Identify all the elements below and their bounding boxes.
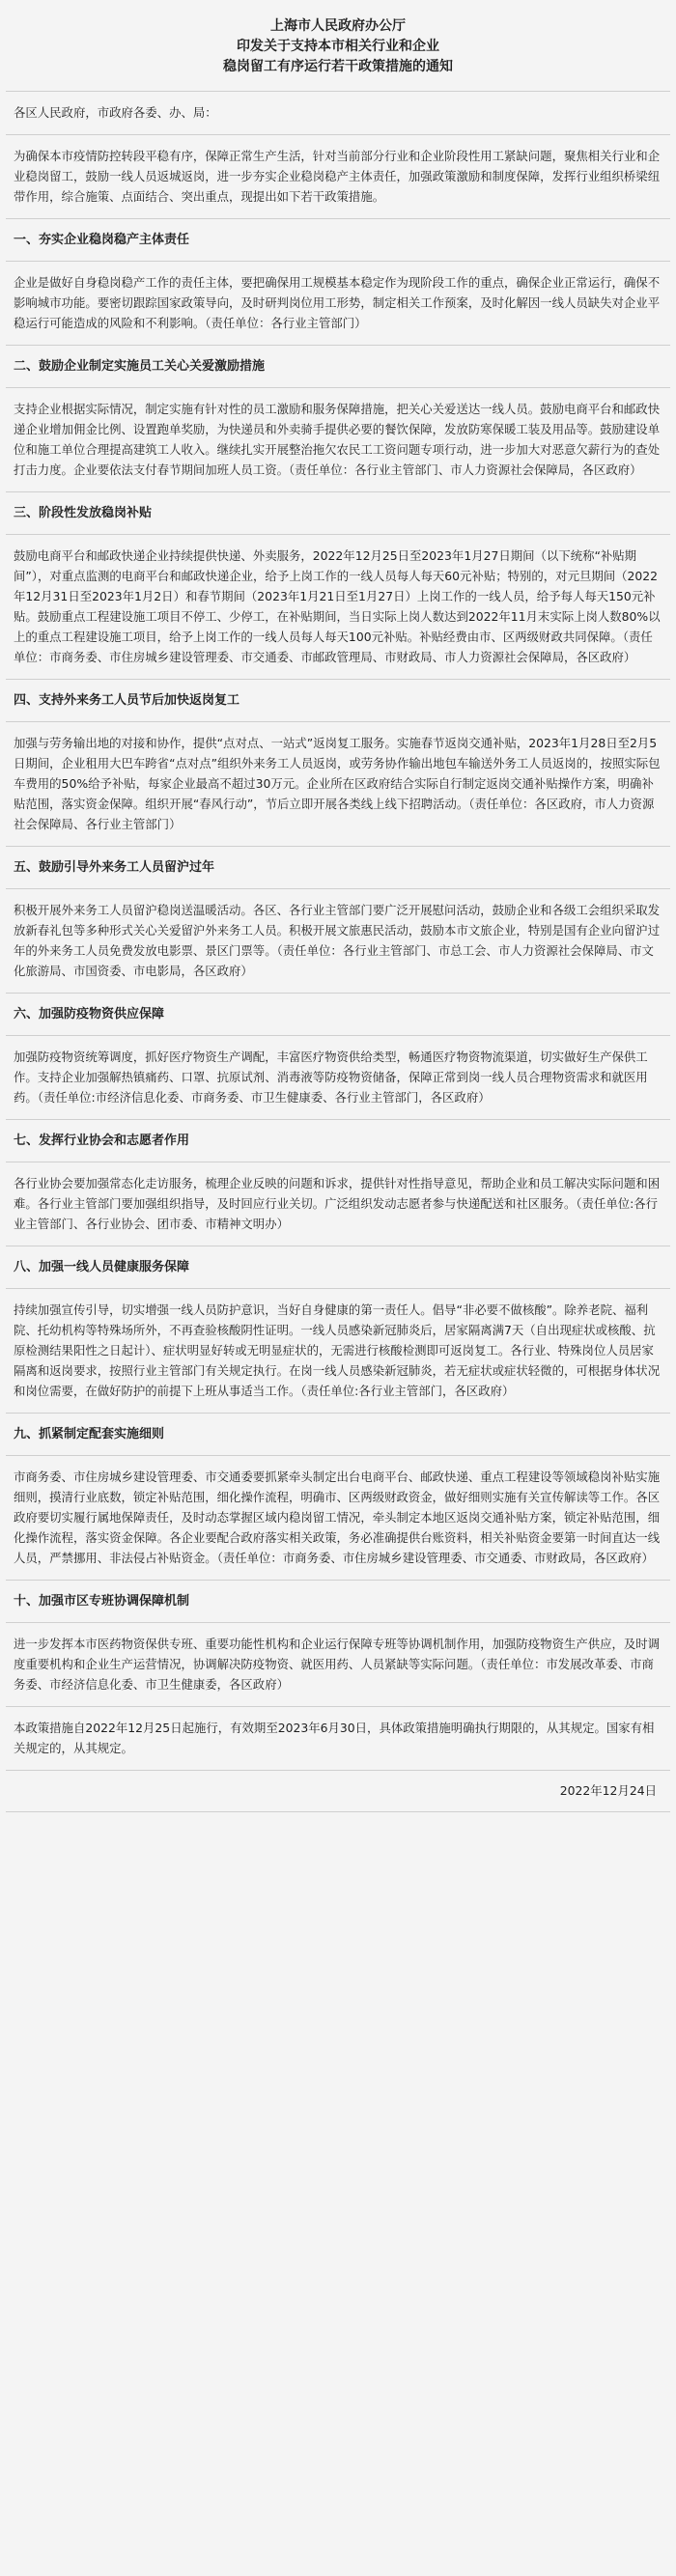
section-heading: 二、鼓励企业制定实施员工关心关爱激励措施 xyxy=(14,359,266,374)
section-heading: 一、夯实企业稳岗稳产主体责任 xyxy=(14,233,190,247)
intro-text: 为确保本市疫情防控转段平稳有序，保障正常生产生活，针对当前部分行业和企业阶段性用工紧缺问题，聚焦相关行业和企业稳岗留工，鼓励一线人员返城返岗，进一步夯实企业稳岗稳产主体责任，加强政策激励和制度保障，发挥行业组织桥梁纽带作用，综合施策、点面结合、突出重点，现提出如下若干政策措施。 xyxy=(14,149,661,204)
issue-date: 2022年12月24日 xyxy=(559,1783,657,1798)
section-10 xyxy=(6,1580,670,1706)
section-2 xyxy=(6,345,670,491)
recipients-text: 各区人民政府，市政府各委、办、局： xyxy=(14,105,217,120)
section-3 xyxy=(6,491,670,679)
closing-text: 本政策措施自2022年12月25日起施行，有效期至2023年6月30日，具体政策措施明确执行期限的，从其规定。国家有相关规定的，从其规定。 xyxy=(14,1721,655,1755)
section-body: 积极开展外来务工人员留沪稳岗送温暖活动。各区、各行业主管部门要广泛开展慰问活动，鼓励企业和各级工会组织采取发放新春礼包等多种形式关心关爱留沪外来务工人员。积极开展文旅惠民活动，鼓励本市文旅企业，特别是国有企业向留沪过年的外来务工人员免费发放电影票、景区门票等。（责任单位：各行业主管部门、市总工会、市人力资源社会保障局、市文化旅游局、市国资委、市电影局，各区政府） xyxy=(14,903,661,978)
issue-date-row xyxy=(6,1770,670,1812)
section-body: 进一步发挥本市医药物资保供专班、重要功能性机构和企业运行保障专班等协调机制作用，加强防疫物资生产供应，及时调度重要机构和企业生产运营情况，协调解决防疫物资、就医用药、人员紧缺等实际问题。（责任单位：市发展改革委、市商务委、市经济信息化委、市卫生健康委，各区政府） xyxy=(14,1637,661,1692)
section-body: 各行业协会要加强常态化走访服务，梳理企业反映的问题和诉求，提供针对性指导意见，帮助企业和员工解决实际问题和困难。各行业主管部门要加强组织指导，及时回应行业关切。广泛组织发动志愿者参与快递配送和社区服务。（责任单位:各行业主管部门、各行业协会、团市委、市精神文明办） xyxy=(14,1176,661,1231)
section-body: 持续加强宣传引导，切实增强一线人员防护意识，当好自身健康的第一责任人。倡导“非必要不做核酸”。除养老院、福利院、托幼机构等特殊场所外，不再查验核酸阴性证明。一线人员感染新冠肺炎后，居家隔离满7天（自出现症状或核酸、抗原检测结果阳性之日起计）、症状明显好转或无明显症状的，无需进行核酸检测即可返岗复工。各行业、特殊岗位人员居家隔离和返岗要求，按照行业主管部门有关规定执行。在岗一线人员感染新冠肺炎，若无症状或症状轻微的，可根据身体状况和岗位需要，在做好防护的前提下上班从事适当工作。（责任单位:各行业主管部门，各区政府） xyxy=(14,1302,661,1398)
section-6 xyxy=(6,993,670,1119)
section-body: 加强防疫物资统筹调度，抓好医疗物资生产调配，丰富医疗物资供给类型，畅通医疗物资物流渠道，切实做好生产保供工作。支持企业加强解热镇痛药、口罩、抗原试剂、消毒液等防疫物资储备，保障正常到岗一线人员合理物资需求和就医用药。（责任单位:市经济信息化委、市商务委、市卫生健康委、各行业主管部门，各区政府） xyxy=(14,1050,648,1105)
intro-row xyxy=(6,134,670,218)
document-title-line-2: 稳岗留工有序运行若干政策措施的通知 xyxy=(223,59,453,74)
section-heading: 三、阶段性发放稳岗补贴 xyxy=(14,506,153,520)
recipients-row xyxy=(6,91,670,134)
document-header xyxy=(6,0,670,91)
section-heading: 四、支持外来务工人员节后加快返岗复工 xyxy=(14,693,240,708)
section-1 xyxy=(6,218,670,345)
section-9 xyxy=(6,1413,670,1580)
section-heading: 五、鼓励引导外来务工人员留沪过年 xyxy=(14,860,215,875)
section-7 xyxy=(6,1119,670,1246)
closing-row xyxy=(6,1706,670,1770)
section-body: 鼓励电商平台和邮政快递企业持续提供快递、外卖服务，2022年12月25日至2023年1月27日期间（以下统称“补贴期间”），对重点监测的电商平台和邮政快递企业，给予上岗工作的一线人员每人每天60元补贴；特别的，对元旦期间（2022年12月31日至2023年1月2日）和春节期间（2023年1月21日至1月27日）上岗工作的一线人员，给予每人每天150元补贴。鼓励重点工程建设施工项目不停工、少停工，在补贴期间，当日实际上岗人数达到2022年11月末实际上岗人数80%以上的重点工程建设施工项目，给予上岗工作的一线人员每人每天100元补贴。补贴经费由市、区两级财政共同保障。（责任单位：市商务委、市住房城乡建设管理委、市交通委、市邮政管理局、市财政局、市人力资源社会保障局，各区政府） xyxy=(14,548,661,664)
section-body: 企业是做好自身稳岗稳产工作的责任主体，要把确保用工规模基本稳定作为现阶段工作的重点，确保企业正常运行，确保不影响城市功能。要密切跟踪国家政策导向，及时研判岗位用工形势，制定相关工作预案，及时化解因一线人员缺失对企业平稳运行可能造成的风险和不利影响。（责任单位：各行业主管部门） xyxy=(14,275,661,330)
section-heading: 十、加强市区专班协调保障机制 xyxy=(14,1594,190,1609)
section-heading: 九、抓紧制定配套实施细则 xyxy=(14,1427,165,1442)
section-heading: 八、加强一线人员健康服务保障 xyxy=(14,1260,190,1274)
document-title-line-1: 印发关于支持本市相关行业和企业 xyxy=(237,39,439,54)
section-8 xyxy=(6,1246,670,1413)
section-4 xyxy=(6,679,670,846)
section-5 xyxy=(6,846,670,993)
section-body: 支持企业根据实际情况，制定实施有针对性的员工激励和服务保障措施，把关心关爱送达一线人员。鼓励电商平台和邮政快递企业增加佣金比例、设置跑单奖励，为快递员和外卖骑手提供必要的餐饮保障，发放防寒保暖工装及用品等。鼓励建设单位和施工单位合理提高建筑工人收入。继续扎实开展整治拖欠农民工工资问题专项行动，进一步加大对恶意欠薪行为的查处打击力度。企业要依法支付春节期间加班人员工资。（责任单位：各行业主管部门、市人力资源社会保障局，各区政府） xyxy=(14,402,661,477)
section-heading: 七、发挥行业协会和志愿者作用 xyxy=(14,1134,190,1148)
issuer-name: 上海市人民政府办公厅 xyxy=(270,18,406,34)
section-body: 市商务委、市住房城乡建设管理委、市交通委要抓紧牵头制定出台电商平台、邮政快递、重点工程建设等领域稳岗补贴实施细则，摸清行业底数，锁定补贴范围，细化操作流程，明确市、区两级财政资金，做好细则实施有关宣传解读等工作。各区政府要切实履行属地保障责任，及时动态掌握区域内稳岗留工情况，牵头制定本地区返岗交通补贴方案，锁定补贴范围，细化操作流程，落实资金保障。各企业要配合政府落实相关政策，务必准确提供台账资料，相关补贴资金要第一时间直达一线人员，严禁挪用、非法侵占补贴资金。（责任单位：市商务委、市住房城乡建设管理委、市交通委、市财政局，各区政府） xyxy=(14,1470,661,1565)
section-body: 加强与劳务输出地的对接和协作，提供“点对点、一站式”返岗复工服务。实施春节返岗交通补贴，2023年1月28日至2月5日期间，企业租用大巴车跨省“点对点”组织外来务工人员返岗，或劳务协作输出地包车输送外务工人员返岗的，按照实际包车费用的50%给予补贴，每家企业最高不超过30万元。企业所在区政府结合实际自行制定返岗交通补贴操作方案，明确补贴范围，落实资金保障。组织开展“春风行动”，节后立即开展各类线上线下招聘活动。（责任单位：各区政府，市人力资源社会保障局、各行业主管部门） xyxy=(14,736,661,831)
section-heading: 六、加强防疫物资供应保障 xyxy=(14,1007,165,1022)
